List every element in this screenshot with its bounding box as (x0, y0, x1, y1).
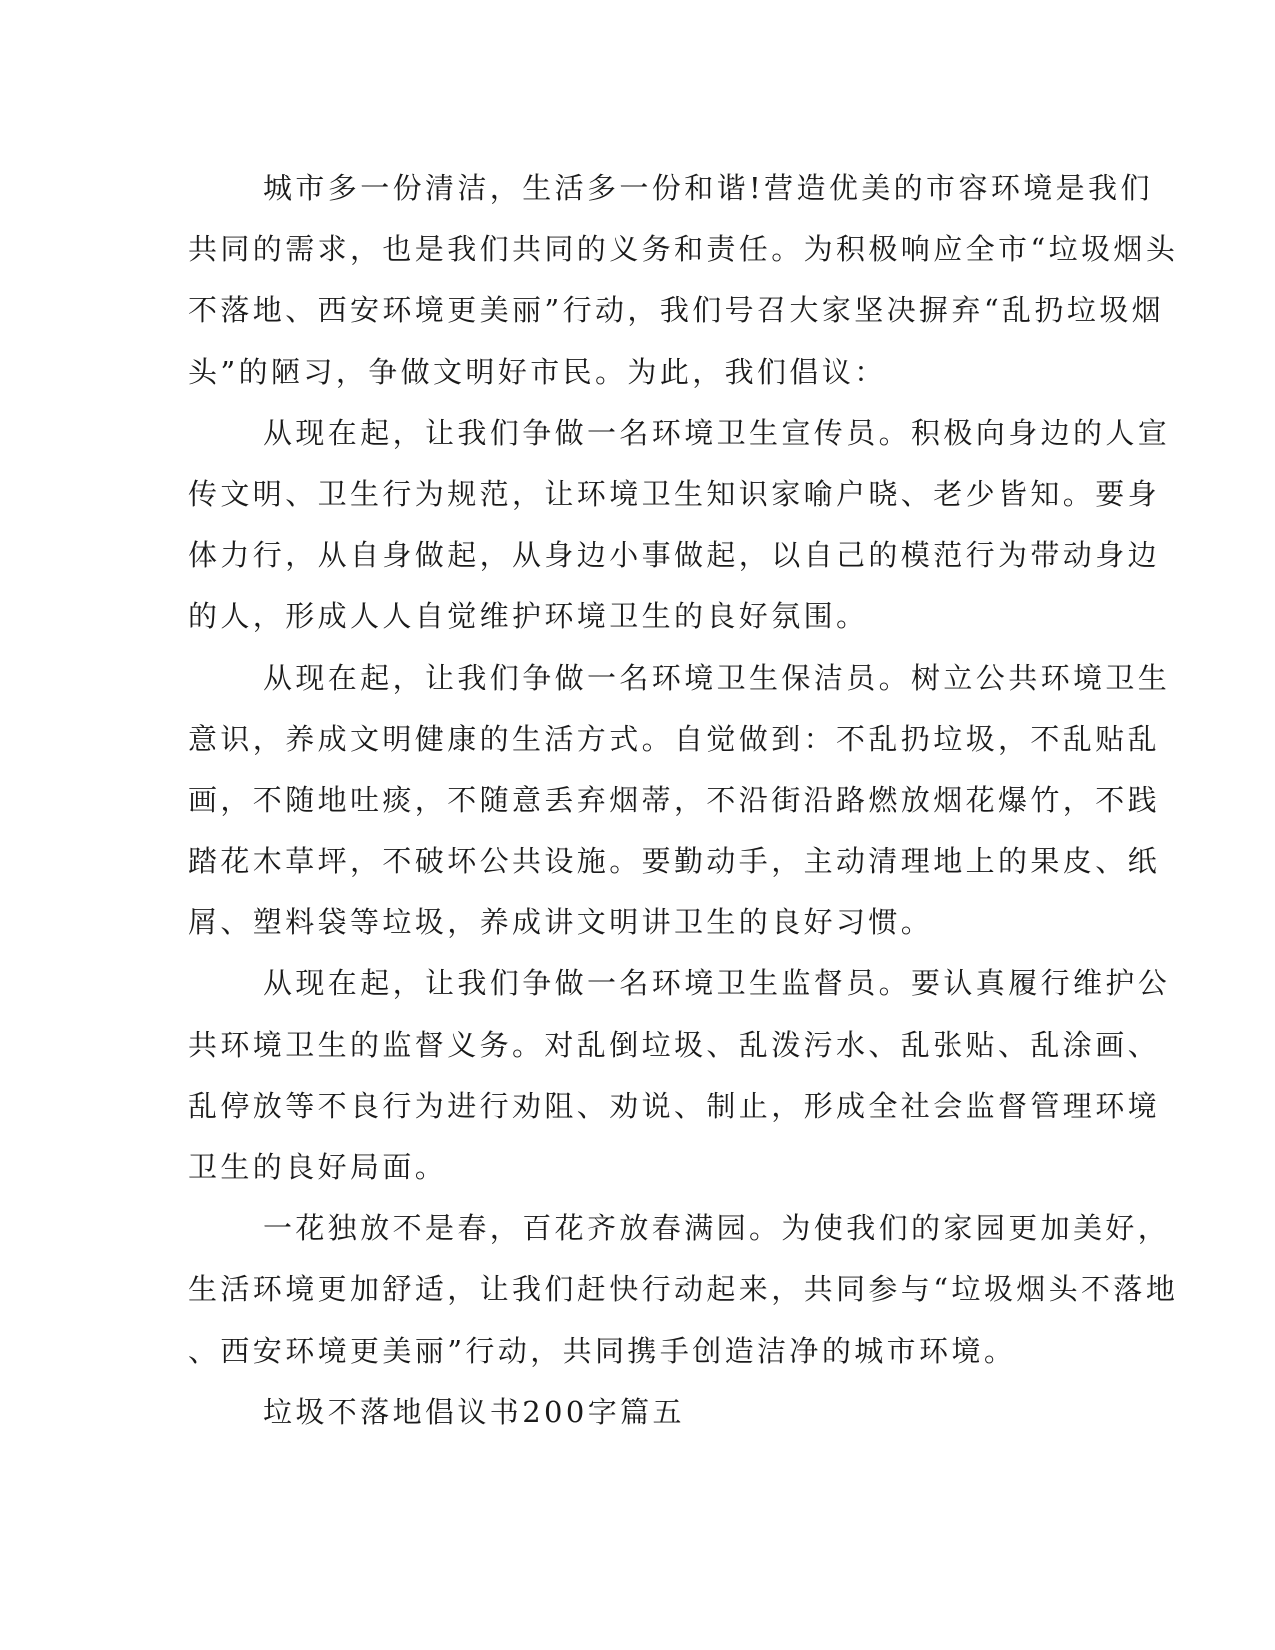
text-line: 城市多一份清洁，生活多一份和谐!营造优美的市容环境是我们 (263, 171, 1153, 205)
text-line: 从现在起，让我们争做一名环境卫生宣传员。积极向身边的人宣 (263, 415, 1171, 450)
text-line: 体力行，从自身做起，从身边小事做起，以自己的模范行为带动身边 (188, 538, 1161, 573)
text-line: 从现在起，让我们争做一名环境卫生监督员。要认真履行维护公 (263, 966, 1171, 1001)
text-line: 画，不随地吐痰，不随意丢弃烟蒂，不沿街沿路燃放烟花爆竹，不践 (188, 782, 1161, 817)
text-line: 乱停放等不良行为进行劝阻、劝说、制止，形成全社会监督管理环境 (188, 1088, 1161, 1123)
text-line: 卫生的良好局面。 (188, 1150, 448, 1184)
text-line: 一花独放不是春，百花齐放春满园。为使我们的家园更加美好， (263, 1211, 1171, 1246)
text-line: 从现在起，让我们争做一名环境卫生保洁员。树立公共环境卫生 (263, 660, 1171, 695)
text-line: 传文明、卫生行为规范，让环境卫生知识家喻户晓、老少皆知。要身 (188, 476, 1161, 511)
text-line: 意识，养成文明健康的生活方式。自觉做到：不乱扔垃圾，不乱贴乱 (188, 721, 1161, 756)
text-line: 、西安环境更美丽”行动，共同携手创造洁净的城市环境。 (188, 1333, 1017, 1368)
text-line: 生活环境更加舒适，让我们赶快行动起来，共同参与“垃圾烟头不落地 (188, 1272, 1179, 1307)
section-heading (188, 1382, 1078, 1443)
text-line: 不落地、西安环境更美丽”行动，我们号召大家坚决摒弃“乱扔垃圾烟 (188, 293, 1165, 328)
text-line: 共环境卫生的监督义务。对乱倒垃圾、乱泼污水、乱张贴、乱涂画、 (188, 1027, 1161, 1062)
text-line: 头”的陋习，争做文明好市民。为此，我们倡议： (188, 354, 887, 389)
paragraph-intro (188, 158, 1179, 403)
paragraph-publicity (188, 403, 1171, 648)
text-line: 的人，形成人人自觉维护环境卫生的良好氛围。 (188, 599, 869, 634)
document-body (188, 158, 1179, 1443)
paragraph-conclusion (188, 1198, 1179, 1382)
text-line: 屑、塑料袋等垃圾，养成讲文明讲卫生的良好习惯。 (188, 905, 934, 940)
text-line: 踏花木草坪，不破坏公共设施。要勤动手，主动清理地上的果皮、纸 (188, 844, 1161, 879)
section-heading-text: 垃圾不落地倡议书200字篇五 (263, 1394, 685, 1429)
text-line: 共同的需求，也是我们共同的义务和责任。为积极响应全市“垃圾烟头 (188, 232, 1179, 267)
paragraph-cleaning (188, 648, 1171, 954)
paragraph-supervision (188, 953, 1171, 1198)
